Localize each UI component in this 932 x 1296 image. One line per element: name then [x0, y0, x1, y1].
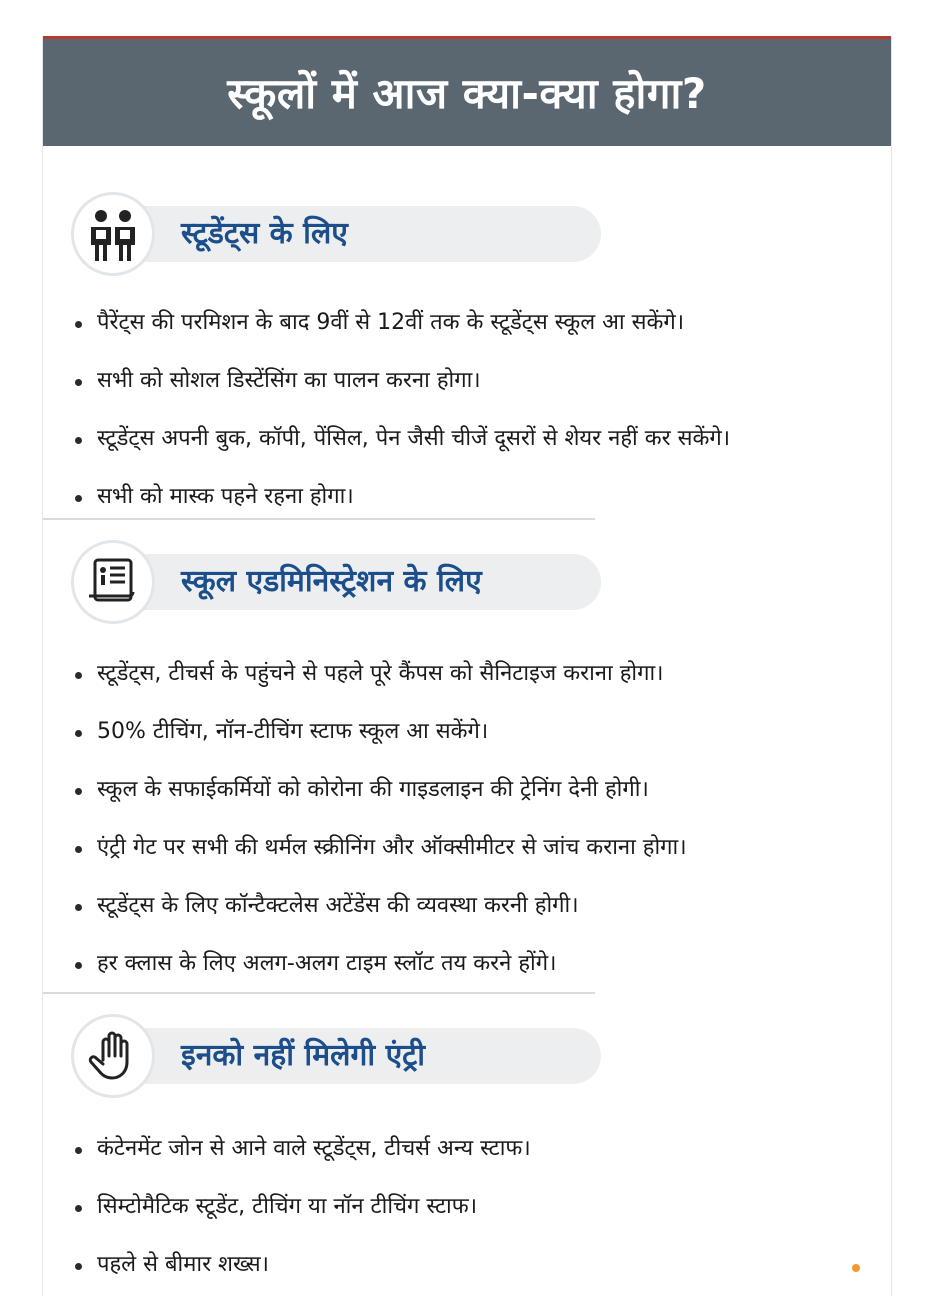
- section-header: [71, 1014, 591, 1094]
- title-banner: [43, 36, 891, 146]
- document-list-icon: [71, 540, 155, 624]
- page-title: स्कूलों में आज क्या-क्या होगा?: [227, 69, 707, 118]
- list-item: स्टूडेंट्स अपनी बुक, कॉपी, पेंसिल, पेन जैसी चीजें दूसरों से शेयर नहीं कर सकेंगे।: [73, 410, 888, 468]
- list-item: पैरेंट्स की परमिशन के बाद 9वीं से 12वीं तक के स्टूडेंट्स स्कूल आ सकेंगे।: [73, 294, 888, 352]
- section-title: इनको नहीं मिलेगी एंट्री: [181, 1038, 426, 1073]
- bullet-list: [73, 1120, 888, 1294]
- section-title: स्टूडेंट्स के लिए: [181, 216, 348, 251]
- section-divider: [43, 518, 595, 520]
- stop-hand-icon: [71, 1014, 155, 1098]
- list-item: सभी को मास्क पहने रहना होगा।: [73, 468, 888, 526]
- bullet-list: [73, 645, 888, 993]
- corner-badge-icon: [852, 1264, 860, 1272]
- list-item: कंटेनमेंट जोन से आने वाले स्टूडेंट्स, टीचर्स अन्य स्टाफ।: [73, 1120, 888, 1178]
- list-item: 50% टीचिंग, नॉन-टीचिंग स्टाफ स्कूल आ सकेंगे।: [73, 703, 888, 761]
- list-item: हर क्लास के लिए अलग-अलग टाइम स्लॉट तय करने होंगे।: [73, 935, 888, 993]
- list-item: सभी को सोशल डिस्टेंसिंग का पालन करना होगा।: [73, 352, 888, 410]
- list-item: सिम्टोमैटिक स्टूडेंट, टीचिंग या नॉन टीचिंग स्टाफ।: [73, 1178, 888, 1236]
- list-item: पहले से बीमार शख्स।: [73, 1236, 888, 1294]
- list-item: स्कूल के सफाईकर्मियों को कोरोना की गाइडलाइन की ट्रेनिंग देनी होगी।: [73, 761, 888, 819]
- section-header: [71, 192, 591, 272]
- section-title: स्कूल एडमिनिस्ट्रेशन के लिए: [181, 564, 482, 599]
- bullet-list: [73, 294, 888, 526]
- section-divider: [43, 992, 595, 994]
- list-item: स्टूडेंट्स के लिए कॉन्टैक्टलेस अटेंडेंस की व्यवस्था करनी होगी।: [73, 877, 888, 935]
- list-item: स्टूडेंट्स, टीचर्स के पहुंचने से पहले पूरे कैंपस को सैनिटाइज कराना होगा।: [73, 645, 888, 703]
- students-icon: [71, 192, 155, 276]
- list-item: एंट्री गेट पर सभी की थर्मल स्क्रीनिंग और ऑक्सीमीटर से जांच कराना होगा।: [73, 819, 888, 877]
- infographic-card: [42, 36, 892, 1296]
- section-header: [71, 540, 591, 620]
